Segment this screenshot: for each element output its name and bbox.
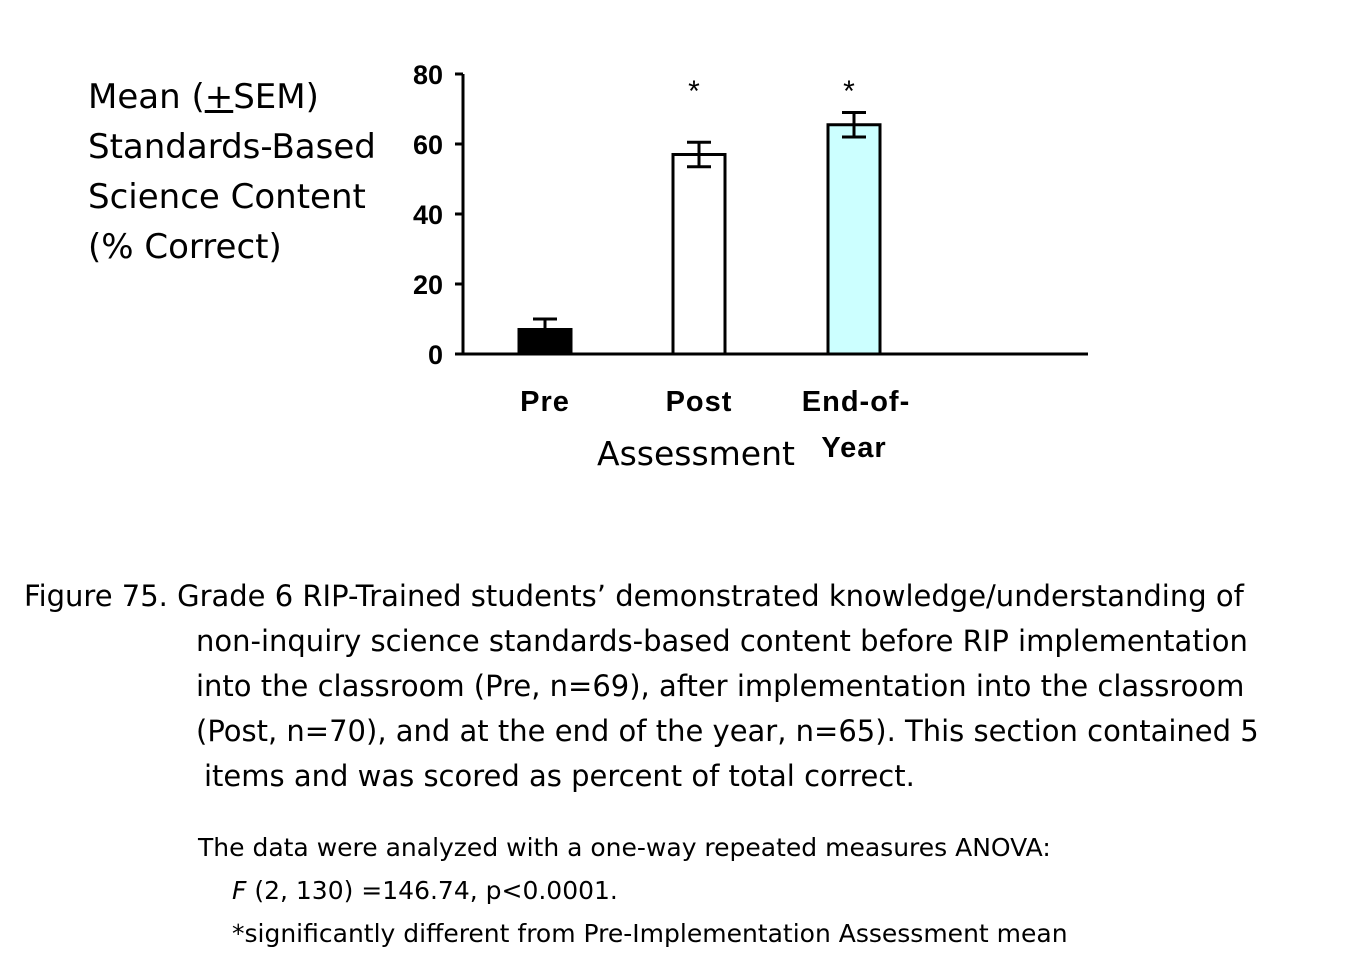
y-tick-label: 20: [412, 270, 443, 300]
notes-line-1: The data were analyzed with a one-way repeated measures ANOVA:: [198, 833, 1051, 862]
x-category-label: Year: [821, 432, 887, 464]
stat-result: (2, 130) =146.74, p<0.0001.: [246, 876, 618, 905]
y-axis-label-line-3: Science Content: [88, 177, 366, 217]
significance-markers: [688, 75, 855, 108]
y-tick-label: 80: [412, 60, 443, 90]
stat-symbol: F: [232, 876, 247, 905]
caption-line-2: non-inquiry science standards-based content before RIP implementation: [196, 624, 1248, 658]
chart-axes: [463, 74, 1088, 354]
x-category-label: Post: [665, 386, 733, 418]
y-axis-label-line-1: Mean (+SEM): [88, 77, 319, 117]
y-ticks: [413, 60, 463, 370]
caption-line-1: Figure 75. Grade 6 RIP-Trained students’ demonstrated knowledge/understanding of: [24, 579, 1244, 613]
bar-2: [673, 155, 725, 355]
notes-line-2: [198, 869, 1318, 912]
significance-asterisk: *: [843, 75, 855, 108]
y-axis-label: [88, 72, 388, 272]
y-tick-label: 0: [427, 340, 443, 370]
caption-line-3: into the classroom (Pre, n=69), after implementation into the classroom: [196, 669, 1245, 703]
y-axis-label-line-4: (% Correct): [88, 227, 282, 267]
y-axis-label-line-2: Standards-Based: [88, 127, 376, 167]
x-category-label: Pre: [520, 386, 570, 418]
figure-caption: [24, 574, 1344, 799]
x-category-label: End-of-: [801, 386, 911, 418]
y-tick-label: 60: [412, 130, 443, 160]
bar-3: [828, 125, 880, 354]
analysis-notes: [198, 826, 1318, 955]
y-tick-label: 40: [412, 200, 443, 230]
significance-asterisk: *: [688, 75, 700, 108]
caption-line-4: (Post, n=70), and at the end of the year, n=65). This section contained 5: [196, 714, 1259, 748]
caption-line-5: items and was scored as percent of total correct.: [204, 759, 915, 793]
x-axis-label: Assessment: [597, 434, 795, 473]
notes-line-3: *significantly different from Pre-Implementation Assessment mean: [232, 919, 1068, 948]
